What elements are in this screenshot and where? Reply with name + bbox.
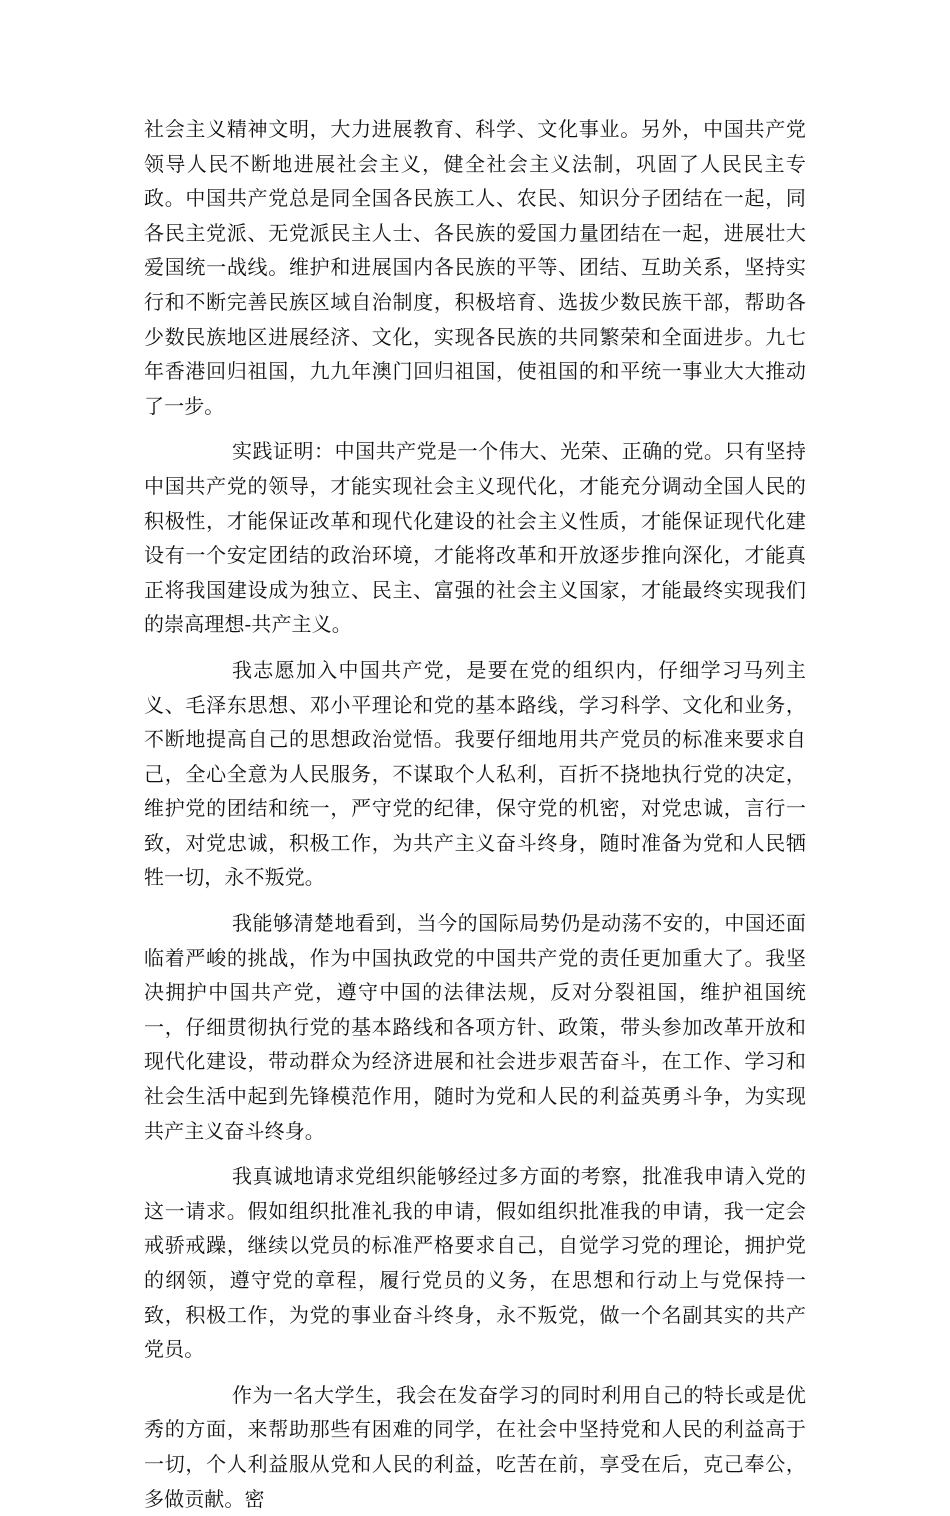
document-page: [144, 112, 806, 1516]
paragraph-2: 实践证明：中国共产党是一个伟大、光荣、正确的党。只有坚持中国共产党的领导，才能实现社会主义现代化，才能充分调动全国人民的积极性，才能保证改革和现代化建设的社会主义性质，才能保证现代化建设有一个安定团结的政治环境，才能将改革和开放逐步推向深化，才能真正将我国建设成为独立、民主、富强的社会主义国家，才能最终实现我们的崇高理想-共产主义。: [144, 439, 806, 637]
paragraph-1: 社会主义精神文明，大力进展教育、科学、文化事业。另外，中国共产党领导人民不断地进展社会主义，健全社会主义法制，巩固了人民民主专政。中国共产党总是同全国各民族工人、农民、知识分子团结在一起，同各民主党派、无党派民主人士、各民族的爱国力量团结在一起，进展壮大爱国统一战线。维护和进展国内各民族的平等、团结、互助关系，坚持实行和不断完善民族区域自治制度，积极培育、选拔少数民族干部，帮助各少数民族地区进展经济、文化，实现各民族的共同繁荣和全面进步。九七年香港回归祖国，九九年澳门回归祖国，使祖国的和平统一事业大大推动了一步。: [144, 117, 806, 418]
paragraph-5: 我真诚地请求党组织能够经过多方面的考察，批准我申请入党的这一请求。假如组织批准礼我的申请，假如组织批准我的申请，我一定会戒骄戒躁，继续以党员的标准严格要求自己，自觉学习党的理论，拥护党的纲领，遵守党的章程，履行党员的义务，在思想和行动上与党保持一致，积极工作，为党的事业奋斗终身，永不叛党，做一个名副其实的共产党员。: [144, 1164, 806, 1362]
paragraph-4: 我能够清楚地看到，当今的国际局势仍是动荡不安的，中国还面临着严峻的挑战，作为中国执政党的中国共产党的责任更加重大了。我坚决拥护中国共产党，遵守中国的法律法规，反对分裂祖国，维护祖国统一，仔细贯彻执行党的基本路线和各项方针、政策，带头参加改革开放和现代化建设，带动群众为经济进展和社会进步艰苦奋斗，在工作、学习和社会生活中起到先锋模范作用，随时为党和人民的利益英勇斗争，为实现共产主义奋斗终身。: [144, 911, 806, 1143]
paragraph-3: 我志愿加入中国共产党，是要在党的组织内，仔细学习马列主义、毛泽东思想、邓小平理论和党的基本路线，学习科学、文化和业务，不断地提高自己的思想政治觉悟。我要仔细地用共产党员的标准来要求自己，全心全意为人民服务，不谋取个人私利，百折不挠地执行党的决定，维护党的团结和统一，严守党的纪律，保守党的机密，对党忠诚，言行一致，对党忠诚，积极工作，为共产主义奋斗终身，随时准备为党和人民牺牲一切，永不叛党。: [144, 657, 806, 890]
paragraph-6: 作为一名大学生，我会在发奋学习的同时利用自己的特长或是优秀的方面，来帮助那些有困难的同学，在社会中坚持党和人民的利益高于一切，个人利益服从党和人民的利益，吃苦在前，享受在后，克己奉公，多做贡献。密: [144, 1382, 806, 1511]
